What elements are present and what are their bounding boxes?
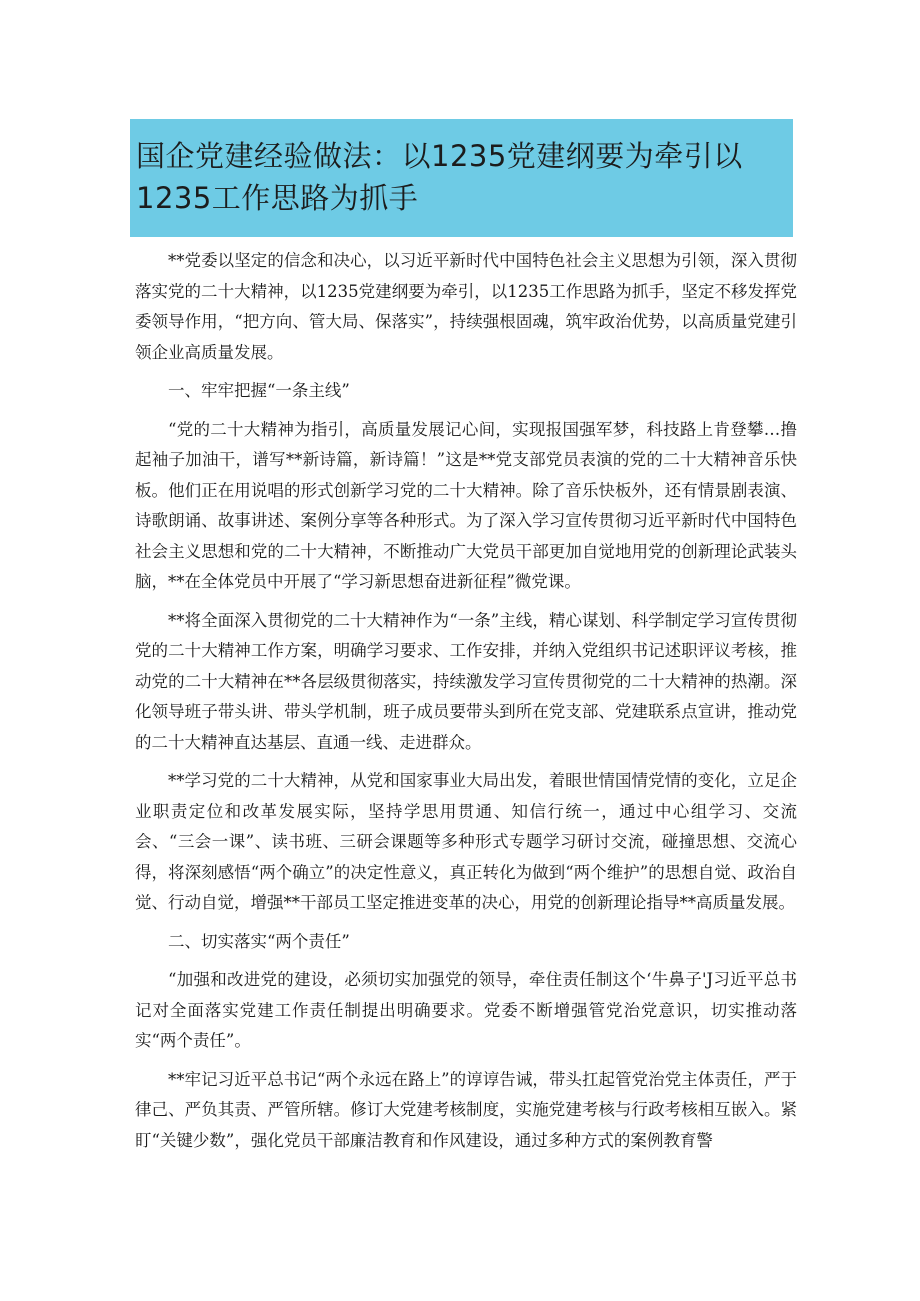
title-banner	[130, 119, 793, 237]
document-title: 国企党建经验做法：以1235党建纲要为牵引以1235工作思路为抓手	[136, 139, 743, 215]
body-paragraph: “党的二十大精神为指引，高质量发展记心间，实现报国强军梦，科技路上肯登攀…撸起袖子加油干，谱写**新诗篇，新诗篇！”这是**党支部党员表演的党的二十大精神音乐快板。他们正在用说唱的形式创新学习党的二十大精神。除了音乐快板外，还有情景剧表演、诗歌朗诵、故事讲述、案例分享等各种形式。为了深入学习宣传贯彻习近平新时代中国特色社会主义思想和党的二十大精神，不断推动广大党员干部更加自觉地用党的创新理论武装头脑，**在全体党员中开展了“学习新思想奋进新征程”微党课。	[135, 419, 797, 591]
document-body	[135, 246, 797, 1164]
section-heading-1: 一、牢牢把握“一条主线”	[168, 381, 350, 400]
body-paragraph: **将全面深入贯彻党的二十大精神作为“一条”主线，精心谋划、科学制定学习宣传贯彻党的二十大精神工作方案，明确学习要求、工作安排，并纳入党组织书记述职评议考核，推动党的二十大精神在**各层级贯彻落实，持续激发学习宣传贯彻党的二十大精神的热潮。深化领导班子带头讲、带头学机制，班子成员要带头到所在党支部、党建联系点宣讲，推动党的二十大精神直达基层、直通一线、走进群众。	[135, 610, 797, 752]
body-paragraph: **牢记习近平总书记“两个永远在路上”的谆谆告诫，带头扛起管党治党主体责任，严于律己、严负其责、严管所辖。修订大党建考核制度，实施党建考核与行政考核相互嵌入。紧盯“关键少数”，强化党员干部廉洁教育和作风建设，通过多种方式的案例教育警	[135, 1069, 797, 1150]
body-paragraph: **学习党的二十大精神，从党和国家事业大局出发，着眼世情国情党情的变化，立足企业职责定位和改革发展实际，坚持学思用贯通、知信行统一，通过中心组学习、交流会、“三会一课”、读书班、三研会课题等多种形式专题学习研讨交流，碰撞思想、交流心得，将深刻感悟“两个确立”的决定性意义，真正转化为做到“两个维护”的思想自觉、政治自觉、行动自觉，增强**干部员工坚定推进变革的决心，用党的创新理论指导**高质量发展。	[135, 771, 797, 912]
body-paragraph: “加强和改进党的建设，必须切实加强党的领导，牵住责任制这个‘牛鼻子'J习近平总书记对全面落实党建工作责任制提出明确要求。党委不断增强管党治党意识，切实推动落实“两个责任”。	[135, 970, 797, 1050]
section-heading-2: 二、切实落实“两个责任”	[168, 931, 350, 951]
intro-paragraph: **党委以坚定的信念和决心，以习近平新时代中国特色社会主义思想为引领，深入贯彻落实党的二十大精神，以1235党建纲要为牵引，以1235工作思路为抓手，坚定不移发挥党委领导作用，“把方向、管大局、保落实”，持续强根固魂，筑牢政治优势，以高质量党建引领企业高质量发展。	[135, 251, 797, 362]
